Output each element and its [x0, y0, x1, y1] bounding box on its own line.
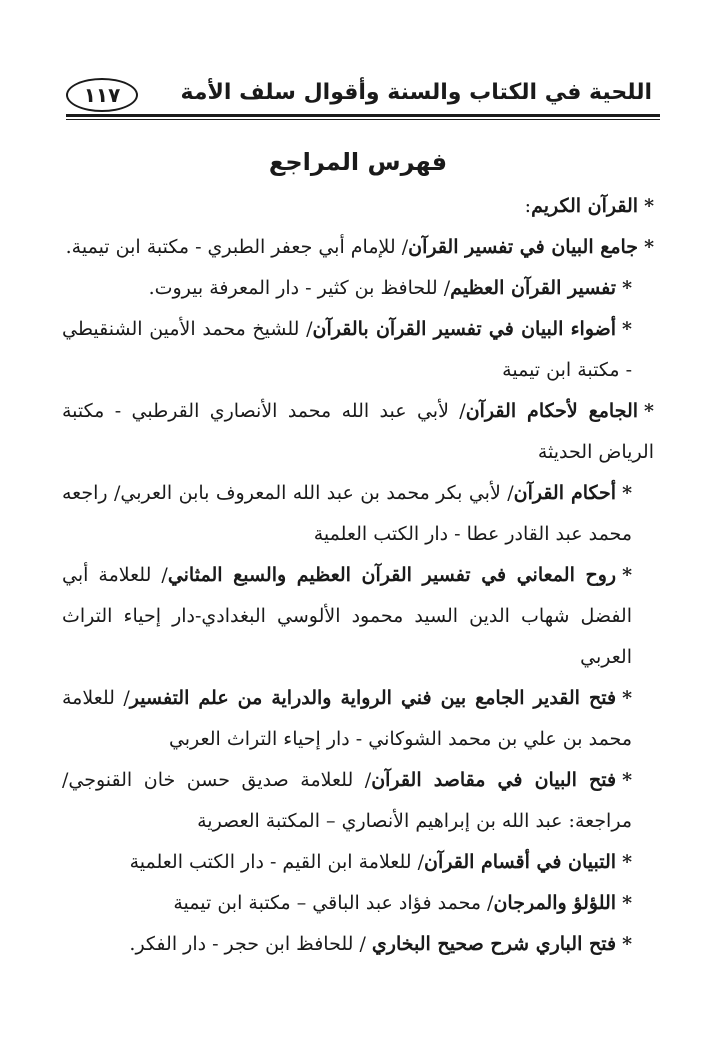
work-title: روح المعاني في تفسير القرآن العظيم والسبع المثاني	[167, 564, 617, 586]
reference-details: للإمام أبي جعفر الطبري - مكتبة ابن تيمية.	[65, 236, 396, 258]
bullet-mark: *	[622, 933, 632, 955]
work-title: اللؤلؤ والمرجان	[493, 892, 617, 914]
reference-details: للعلامة أبي الفضل شهاب الدين السيد محمود الألوسي البغدادي-دار إحياء التراث العربي	[62, 564, 632, 668]
reference-details: محمد فؤاد عبد الباقي – مكتبة ابن تيمية	[173, 892, 482, 914]
reference-entry	[62, 309, 654, 391]
header-rule	[66, 114, 660, 117]
bullet-mark: *	[644, 236, 654, 258]
work-title: فتح القدير الجامع بين فني الرواية والدراية من علم التفسير	[129, 687, 617, 709]
reference-details: للشيخ محمد الأمين الشنقيطي - مكتبة ابن تيمية	[62, 318, 632, 381]
bullet-mark: *	[622, 277, 632, 299]
reference-entry	[62, 760, 654, 842]
reference-entry	[62, 391, 654, 473]
reference-details: للحافظ ابن حجر - دار الفكر.	[129, 933, 354, 955]
reference-details: لأبي عبد الله محمد الأنصاري القرطبي - مكتبة الرياض الحديثة	[62, 400, 654, 463]
reference-entry	[62, 268, 654, 309]
book-title: اللحية في الكتاب والسنة وأقوال سلف الأمة	[180, 80, 652, 105]
reference-entry	[62, 924, 654, 965]
work-title: جامع البيان في تفسير القرآن	[408, 236, 639, 258]
reference-entry	[62, 842, 654, 883]
reference-entry	[62, 186, 654, 227]
separator: /	[481, 892, 494, 914]
reference-details: للعلامة صديق حسن خان القنوجي/ مراجعة: عبد الله بن إبراهيم الأنصاري – المكتبة العصرية	[62, 769, 632, 832]
references-list	[62, 140, 654, 965]
page-number: ١١٧	[66, 78, 138, 112]
reference-entry	[62, 227, 654, 268]
separator: /	[353, 933, 372, 955]
work-title: التبيان في أقسام القرآن	[424, 851, 617, 873]
separator: /	[500, 482, 514, 504]
bullet-mark: *	[622, 564, 632, 586]
bullet-mark: *	[622, 769, 632, 791]
work-title: القرآن الكريم	[531, 195, 639, 217]
reference-entry	[62, 678, 654, 760]
reference-details: للحافظ بن كثير - دار المعرفة بيروت.	[148, 277, 438, 299]
reference-entry	[62, 555, 654, 678]
work-title: الجامع لأحكام القرآن	[465, 400, 639, 422]
work-title: تفسير القرآن العظيم	[450, 277, 617, 299]
separator: /	[448, 400, 466, 422]
bullet-mark: *	[622, 892, 632, 914]
bullet-mark: *	[622, 851, 632, 873]
reference-entry	[62, 883, 654, 924]
separator: /	[114, 687, 130, 709]
reference-entry	[62, 473, 654, 555]
work-title: أحكام القرآن	[513, 482, 617, 504]
work-title: فتح الباري شرح صحيح البخاري	[371, 933, 617, 955]
separator: /	[437, 277, 451, 299]
reference-details: لأبي بكر محمد بن عبد الله المعروف بابن العربي/ راجعه محمد عبد القادر عطا - دار الكتب العلمية	[62, 482, 632, 545]
work-title: فتح البيان في مقاصد القرآن	[371, 769, 617, 791]
bullet-mark: *	[644, 400, 654, 422]
work-title: أضواء البيان في تفسير القرآن بالقرآن	[312, 318, 617, 340]
separator: /	[353, 769, 372, 791]
header-rule-thin	[66, 119, 660, 120]
separator: :	[524, 195, 532, 217]
section-title: فهرس المراجع	[268, 148, 448, 176]
separator: /	[411, 851, 425, 873]
bullet-mark: *	[622, 687, 632, 709]
bullet-mark: *	[622, 318, 632, 340]
separator: /	[151, 564, 168, 586]
running-header	[60, 66, 660, 116]
separator: /	[299, 318, 313, 340]
reference-details: للعلامة محمد بن علي بن محمد الشوكاني - دار إحياء التراث العربي	[62, 687, 632, 750]
bullet-mark: *	[644, 195, 654, 217]
reference-details: للعلامة ابن القيم - دار الكتب العلمية	[129, 851, 412, 873]
separator: /	[395, 236, 409, 258]
bullet-mark: *	[622, 482, 632, 504]
